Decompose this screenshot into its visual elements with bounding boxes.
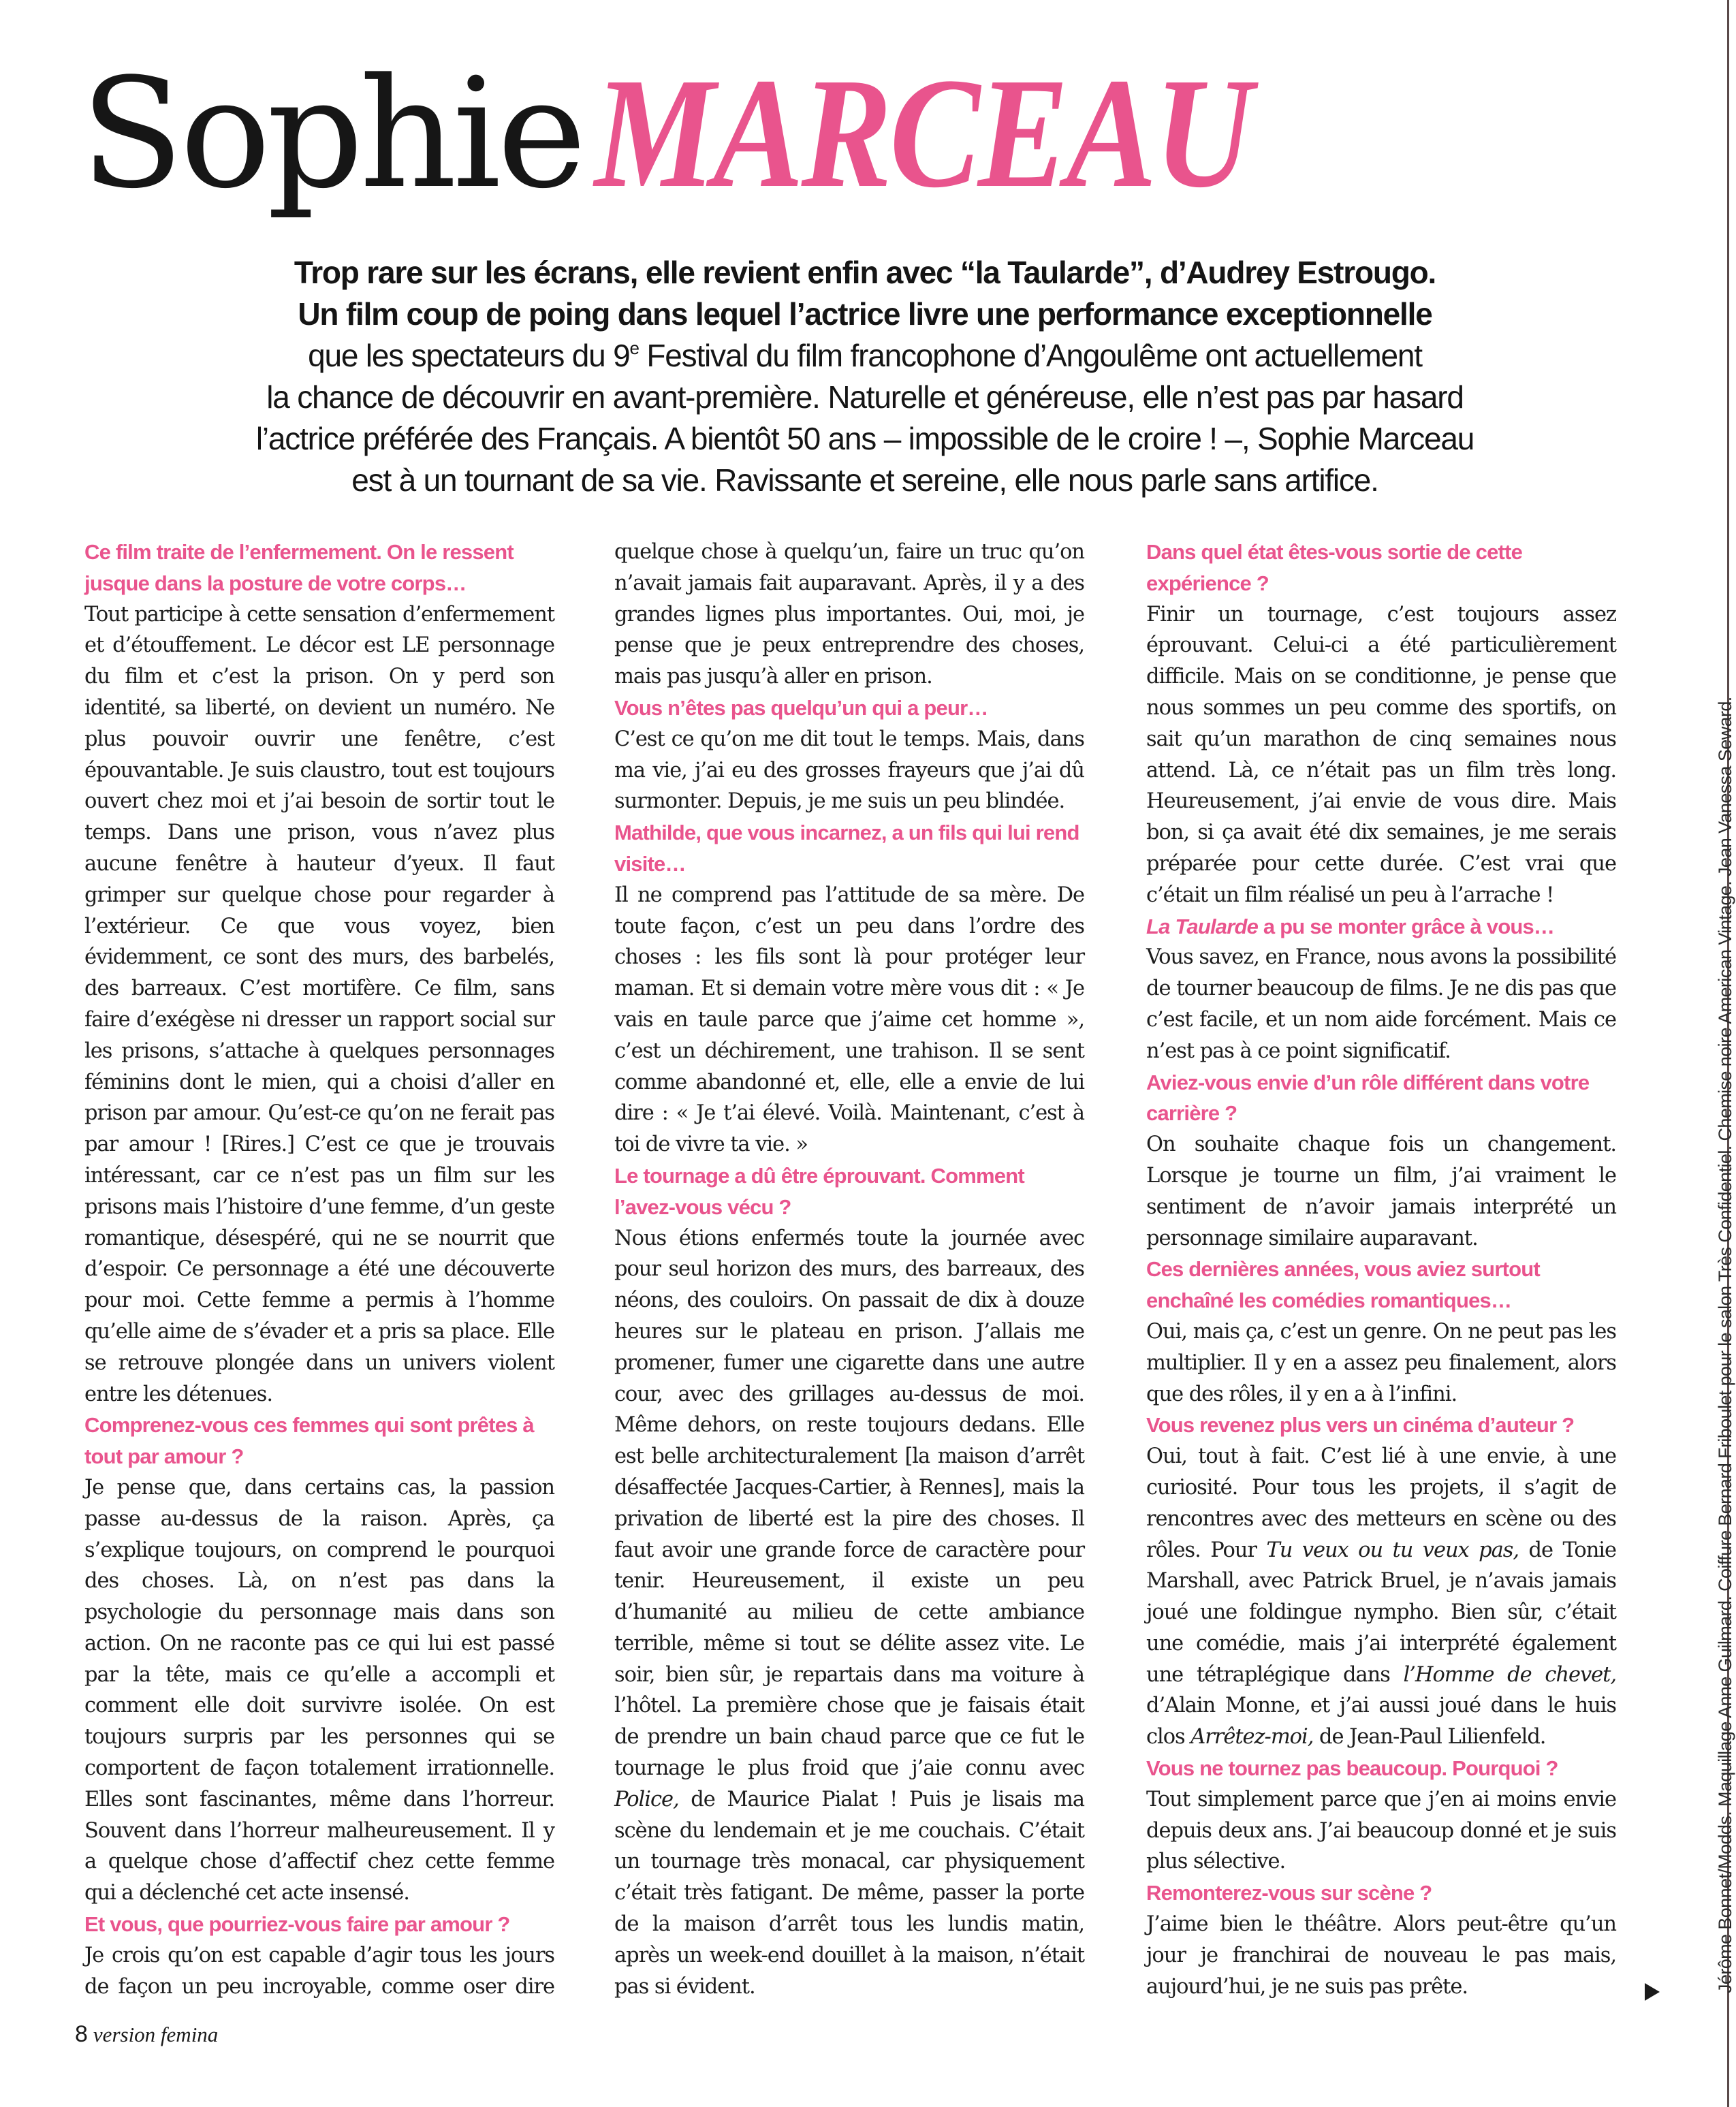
text-column-1: [84, 537, 554, 2002]
interview-question: Ces dernières années, vous aviez surtout enchaîné les comédies romantiques…: [1146, 1257, 1540, 1313]
magazine-name: version femina: [93, 2023, 219, 2046]
interview-question: Le tournage a dû être éprouvant. Comment l’avez-vous vécu ?: [614, 1163, 1024, 1219]
interview-answer: On souhaite chaque fois un changement. Lorsque je tourne un film, j’ai vraiment le sentiment de n’avoir jamais interprété un personnage similaire auparavant.: [1146, 1132, 1616, 1250]
interview-question: Vous ne tournez pas beaucoup. Pourquoi ?: [1146, 1756, 1558, 1781]
photo-credit: Jérôme Bonnet/Modds. Maquillage Anne Guilmard. Coiffure Bernard Friboulet pour le salon Très Confidentiel. Chemise noire American Vintage. Jean Vanessa Seward.: [1715, 697, 1735, 1993]
answer-text: Nous étions enfermés toute la journée avec pour seul horizon des murs, des barreaux, des néons, des couloirs. On passait de dix à douze heures sur le plateau en prison. J’allais me promener, fumer une cigarette dans une autre cour, avec des grillages au-dessus de moi. Même dehors, on reste toujours dedans. Elle est belle architecturalement [la maison d’arrêt désaffectée Jacques-Cartier, à Rennes], mais la privation de liberté est la pire des choses. Il faut avoir une grande force de caractère pour tenir. Heureusement, il existe un peu d’humanité au milieu de cette ambiance terrible, même si tout se délite assez vite. Le soir, bien sûr, je repartais dans ma voiture à l’hôtel. La première chose que je faisais était de prendre un bain chaud parce que ce fut le tournage le plus froid que j’aie connu avec: [614, 1226, 1084, 1781]
interview-answer: Finir un tournage, c’est toujours assez éprouvant. Celui-ci a été particulièrement difficile. Mais on se conditionne, je pense que nous sommes un peu comme des sportifs, on sait qu’un marathon de cinq semaines nous attend. Là, ce n’était pas un film très long. Heureusement, j’ai envie de vous dire. Mais bon, si ça avait été dix semaines, je me serais préparée pour cette durée. C’est vrai que c’était un film réalisé un peu à l’arrache !: [1146, 602, 1616, 907]
film-title: l’Homme de chevet,: [1403, 1662, 1616, 1687]
deck-line: est à un tournant de sa vie. Ravissante et sereine, elle nous parle sans artifice.: [351, 462, 1378, 498]
deck-line: [157, 335, 1573, 377]
page-folio: [75, 2021, 218, 2048]
deck-line: la chance de découvrir en avant-première. Naturelle et généreuse, elle n’est pas par hasard: [266, 379, 1464, 415]
interview-answer: [614, 1223, 1084, 2003]
interview-answer: J’aime bien le théâtre. Alors peut-être qu’un jour je franchirai de nouveau le pas mais, aujourd’hui, je ne suis pas prête.: [1146, 1912, 1616, 1999]
interview-answer: Oui, mais ça, c’est un genre. On ne peut pas les multiplier. Il y en a assez peu finalement, alors que des rôles, il y en a à l’infini.: [1146, 1319, 1616, 1406]
deck-text: que les spectateurs du 9: [308, 338, 630, 373]
interview-question: Et vous, que pourriez-vous faire par amour ?: [84, 1912, 510, 1937]
answer-text: de Jean-Paul Lilienfeld.: [1313, 1725, 1546, 1749]
question-text: a pu se monter grâce à vous…: [1258, 914, 1555, 938]
deck-line: Trop rare sur les écrans, elle revient enfin avec “la Taularde”, d’Audrey Estrougo.: [294, 255, 1436, 290]
interview-question: [1146, 911, 1616, 942]
answer-text: d’Alain Monne, et j’ai aussi joué dans le huis clos: [1146, 1694, 1616, 1749]
text-column-2: [614, 537, 1084, 2002]
film-title: Tu veux ou tu veux pas,: [1266, 1538, 1519, 1562]
text-column-3: [1146, 537, 1616, 2002]
deck-text: Festival du film francophone d’Angoulême ont actuellement: [638, 338, 1422, 373]
interview-answer: Je crois qu’on est capable d’agir tous les jours de façon un peu incroyable, comme oser dire: [84, 1943, 554, 1999]
interview-question: Remonterez-vous sur scène ?: [1146, 1881, 1432, 1905]
interview-answer: quelque chose à quelqu’un, faire un truc qu’on n’avait jamais fait auparavant. Après, il y a des grandes lignes plus importantes. Oui, moi, je pense que je peux entreprendre des choses, mais pas jusqu’à aller en prison.: [614, 540, 1084, 689]
interview-answer: Il ne comprend pas l’attitude de sa mère. De toute façon, c’est un peu dans l’ordre des choses : les fils sont là pour protéger leur maman. Et si demain votre mère vous dit : « Je vais en taule parce que j’aime cet homme », c’est un déchirement, une trahison. Il se sent comme abandonné et, elle, elle a envie de lui dire : « Je t’ai élevé. Voilà. Maintenant, c’est à toi de vivre ta vie. »: [614, 883, 1084, 1157]
deck-superscript: e: [629, 338, 639, 358]
interview-question: Dans quel état êtes-vous sortie de cette expérience ?: [1146, 540, 1523, 595]
interview-answer: Tout simplement parce que j’en ai moins envie depuis deux ans. J’ai beaucoup donné et je suis plus sélective.: [1146, 1787, 1616, 1874]
answer-text: Oui, tout à fait. C’est lié à une envie, à une curiosité. Pour tous les projets, il s’agit de rencontres avec des metteurs en scène ou des rôles. Pour: [1146, 1444, 1616, 1562]
page-number: 8: [75, 2021, 88, 2047]
interview-question: Comprenez-vous ces femmes qui sont prêtes à tout par amour ?: [84, 1413, 534, 1469]
interview-question: Mathilde, que vous incarnez, a un fils qui lui rend visite…: [614, 821, 1079, 876]
interview-answer: Vous savez, en France, nous avons la possibilité de tourner beaucoup de films. Je ne dis pas que c’est facile, et un nom aide forcément. Mais ce n’est pas à ce point significatif.: [1146, 945, 1616, 1063]
title-first-name: Sophie: [80, 46, 583, 222]
title-last-name: MARCEAU: [595, 46, 1251, 221]
film-title: La Taularde: [1146, 914, 1259, 938]
interview-question: Vous n’êtes pas quelqu’un qui a peur…: [614, 695, 988, 720]
interview-answer: Je pense que, dans certains cas, la passion passe au-dessus de la raison. Après, ça s’explique toujours, on comprend le pourquoi des choses. Là, on n’est pas dans la psychologie du personnage mais dans son action. On ne raconte pas ce qui lui est passé par la tête, mais ce qu’elle a accompli et comment elle doit survivre isolée. On est toujours surpris par les personnes qui se comportent de façon totalement irrationnelle. Elles sont fascinantes, même dans l’horreur. Souvent dans l’horreur malheureusement. Il y a quelque chose d’affectif chez cette femme qui a déclenché cet acte insensé.: [84, 1475, 554, 1905]
answer-text: de Maurice Pialat ! Puis je lisais ma scène du lendemain et je me couchais. C’était un tournage très monacal, car physiquement c’était très fatigant. De même, passer la porte de la maison d’arrêt tous les lundis matin, après un week-end douillet à la maison, n’était pas si évident.: [614, 1787, 1084, 1999]
interview-question: Ce film traite de l’enfermement. On le ressent jusque dans la posture de votre corps…: [84, 540, 514, 595]
article-title: [80, 46, 1357, 222]
deck-line: l’actrice préférée des Français. A bientôt 50 ans – impossible de le croire ! –, Sophie Marceau: [255, 421, 1474, 456]
interview-answer: [1146, 1441, 1616, 1753]
interview-question: Aviez-vous envie d’un rôle différent dans votre carrière ?: [1146, 1070, 1590, 1126]
answer-text: de Tonie Marshall, avec Patrick Bruel, je n’avais jamais joué une foldingue nympho. Bien sûr, c’était une comédie, mais j’ai interprété également une tétraplégique dans: [1146, 1538, 1616, 1687]
deck-line: Un film coup de poing dans lequel l’actrice livre une performance exceptionnelle: [298, 296, 1432, 332]
intro-deck: [157, 252, 1573, 501]
interview-answer: C’est ce qu’on me dit tout le temps. Mais, dans ma vie, j’ai eu des grosses frayeurs que j’ai dû surmonter. Depuis, je me suis un peu blindée.: [614, 727, 1084, 814]
film-title: Arrêtez-moi,: [1190, 1725, 1314, 1749]
interview-question: Vous revenez plus vers un cinéma d’auteur ?: [1146, 1413, 1575, 1438]
film-title: Police,: [614, 1787, 679, 1811]
right-triangle-icon: [1645, 1983, 1660, 2001]
interview-answer: Tout participe à cette sensation d’enfermement et d’étouffement. Le décor est LE personnage du film et c’est la prison. On y perd son identité, sa liberté, on devient un numéro. Ne plus pouvoir ouvrir une fenêtre, c’est épouvantable. Je suis claustro, tout est toujours ouvert chez moi et j’ai besoin de sortir tout le temps. Dans une prison, vous n’avez plus aucune fenêtre à hauteur d’yeux. Il faut grimper sur quelque chose pour regarder à l’extérieur. Ce que vous voyez, bien évidemment, ce sont des murs, des barbelés, des barreaux. C’est mortifère. Ce film, sans faire d’exégèse ni dresser un rapport social sur les prisons, s’attache à quelques personnages féminins dont le mien, qui a choisi d’aller en prison par amour. Qu’est-ce qu’on ne ferait pas par amour ! [Rires.] C’est ce que je trouvais intéressant, car ce n’est pas un film sur les prisons mais l’histoire d’une femme, d’un geste romantique, désespéré, qui ne se nourrit que d’espoir. Ce personnage a été une découverte pour moi. Cette femme a permis à l’homme qu’elle aime de s’évader et a pris sa place. Elle se retrouve plongée dans un univers violent entre les détenues.: [84, 602, 554, 1406]
